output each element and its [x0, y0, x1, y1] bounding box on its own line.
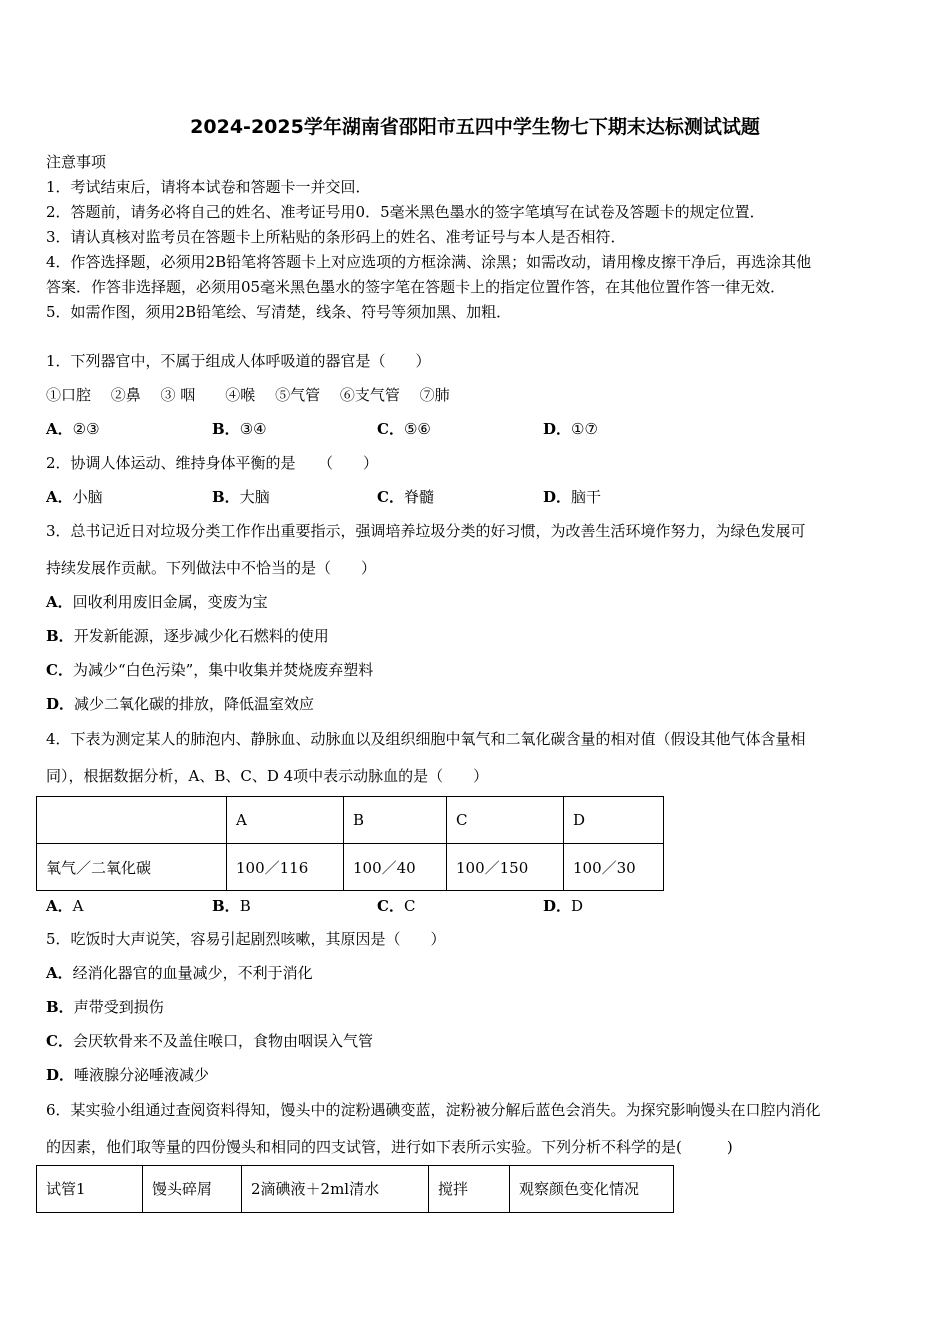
q2-stem: 2．协调人体运动、维持身体平衡的是 （ ） [46, 454, 379, 472]
q1-option-d: D．①⑦ [543, 420, 598, 438]
notice-heading: 注意事项 [46, 153, 107, 171]
table-cell: 100／150 [447, 844, 564, 891]
q5-stem: 5．吃饭时大声说笑，容易引起剧烈咳嗽，其原因是（ ） [46, 930, 446, 948]
q5-option-b: B．声带受到损伤 [46, 998, 164, 1016]
q3-option-a: A．回收利用废旧金属，变废为宝 [46, 593, 268, 611]
q4-option-d: D．D [543, 897, 584, 915]
table-cell: 100／30 [564, 844, 664, 891]
q1-stem: 1．下列器官中，不属于组成人体呼吸道的器官是（ ） [46, 352, 431, 370]
q4-option-b: B．B [212, 897, 251, 915]
table-cell: D [564, 797, 664, 844]
table-cell: 2滴碘液＋2ml清水 [242, 1166, 429, 1213]
page-title: 2024-2025学年湖南省邵阳市五四中学生物七下期末达标测试试题 [190, 116, 760, 138]
table-cell: B [344, 797, 447, 844]
q3-stem-continued: 持续发展作贡献。下列做法中不恰当的是（ ） [46, 559, 377, 577]
q3-stem: 3．总书记近日对垃圾分类工作作出重要指示，强调培养垃圾分类的好习惯，为改善生活环境作努力，为绿色发展可 [46, 522, 806, 540]
table-row [37, 844, 664, 891]
notice-item: 3．请认真核对监考员在答题卡上所粘贴的条形码上的姓名、准考证号与本人是否相符． [46, 228, 626, 246]
table-cell: C [447, 797, 564, 844]
q2-option-c: C．脊髓 [377, 488, 434, 506]
table-row [37, 1166, 674, 1213]
table-cell: 氧气／二氧化碳 [37, 844, 227, 891]
q1-option-a: A．②③ [46, 420, 100, 438]
table-cell: A [227, 797, 344, 844]
table-cell: 试管1 [37, 1166, 143, 1213]
q4-stem-continued: 同），根据数据分析，A、B、C、D 4项中表示动脉血的是（ ） [46, 767, 489, 785]
q1-option-b: B．③④ [212, 420, 267, 438]
notice-item: 4．作答选择题，必须用2B铅笔将答题卡上对应选项的方框涂满、涂黑；如需改动，请用橡皮擦干净后，再选涂其他 [46, 253, 812, 271]
notice-item: 5．如需作图，须用2B铅笔绘、写清楚，线条、符号等须加黑、加粗． [46, 303, 512, 321]
notice-item: 2．答题前，请务必将自己的姓名、准考证号用0．5毫米黑色墨水的签字笔填写在试卷及答题卡的规定位置． [46, 203, 765, 221]
q6-stem: 6．某实验小组通过查阅资料得知，馒头中的淀粉遇碘变蓝，淀粉被分解后蓝色会消失。为探究影响馒头在口腔内消化 [46, 1101, 821, 1119]
q2-option-d: D．脑干 [543, 488, 602, 506]
q1-organ-list: ①口腔 ②鼻 ③ 咽 ④喉 ⑤气管 ⑥支气管 ⑦肺 [46, 386, 450, 404]
table-cell [37, 797, 227, 844]
q5-option-a: A．经消化器官的血量减少，不利于消化 [46, 964, 313, 982]
notice-item: 1．考试结束后，请将本试卷和答题卡一并交回． [46, 178, 371, 196]
q3-option-b: B．开发新能源，逐步减少化石燃料的使用 [46, 627, 329, 645]
table-cell: 搅拌 [429, 1166, 510, 1213]
table-header-row [37, 797, 664, 844]
q4-option-c: C．C [377, 897, 416, 915]
q3-option-d: D．减少二氧化碳的排放，降低温室效应 [46, 695, 315, 713]
table-cell: 馒头碎屑 [143, 1166, 242, 1213]
q6-stem-continued: 的因素，他们取等量的四份馒头和相同的四支试管，进行如下表所示实验。下列分析不科学的是( ) [46, 1138, 733, 1156]
q2-option-b: B．大脑 [212, 488, 270, 506]
q4-option-a: A．A [46, 897, 84, 915]
q1-option-c: C．⑤⑥ [377, 420, 431, 438]
q6-experiment-table [36, 1165, 674, 1213]
table-cell: 100／116 [227, 844, 344, 891]
q4-data-table [36, 796, 664, 891]
q3-option-c: C．为减少“白色污染”，集中收集并焚烧废弃塑料 [46, 661, 374, 679]
notice-item: 答案．作答非选择题，必须用05毫米黑色墨水的签字笔在答题卡上的指定位置作答，在其他位置作答一律无效． [46, 278, 786, 296]
q4-stem: 4．下表为测定某人的肺泡内、静脉血、动脉血以及组织细胞中氧气和二氧化碳含量的相对值（假设其他气体含量相 [46, 730, 806, 748]
table-cell: 观察颜色变化情况 [510, 1166, 674, 1213]
q5-option-d: D．唾液腺分泌唾液减少 [46, 1066, 210, 1084]
table-cell: 100／40 [344, 844, 447, 891]
q2-option-a: A．小脑 [46, 488, 103, 506]
q5-option-c: C．会厌软骨来不及盖住喉口，食物由咽误入气管 [46, 1032, 373, 1050]
